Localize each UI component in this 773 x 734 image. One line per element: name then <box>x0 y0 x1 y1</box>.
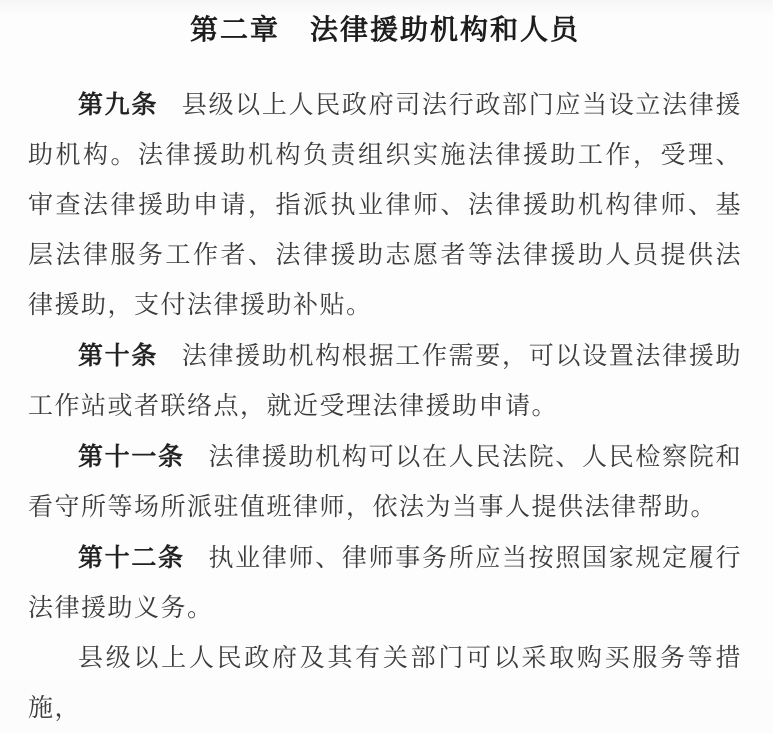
article-number: 第九条 <box>78 91 159 119</box>
article-paragraph <box>28 331 742 432</box>
article-paragraph <box>28 432 742 533</box>
article-text: 法律援助机构可以在人民法院、人民检察院和看守所等场所派驻值班律师，依法为当事人提供法律帮助。 <box>28 444 742 521</box>
article-text: 法律援助机构根据工作需要，可以设置法律援助工作站或者联络点，就近受理法律援助申请。 <box>28 343 742 420</box>
article-paragraph <box>28 80 742 331</box>
article-text: 执业律师、律师事务所应当按照国家规定履行法律援助义务。 <box>28 545 742 622</box>
article-number: 第十条 <box>78 342 159 370</box>
chapter-title: 第二章 法律援助机构和人员 <box>189 14 580 45</box>
article-paragraph <box>28 634 742 734</box>
article-number: 第十一条 <box>78 443 185 471</box>
article-number: 第十二条 <box>78 544 185 572</box>
article-text: 县级以上人民政府司法行政部门应当设立法律援助机构。法律援助机构负责组织实施法律援助工作，受理、审查法律援助申请，指派执业律师、法律援助机构律师、基层法律服务工作者、法律援助志愿者等法律援助人员提供法律援助，支付法律援助补贴。 <box>28 92 742 319</box>
article-text: 县级以上人民政府及其有关部门可以采取购买服务等措施， <box>28 645 742 722</box>
article-paragraph <box>28 533 742 634</box>
